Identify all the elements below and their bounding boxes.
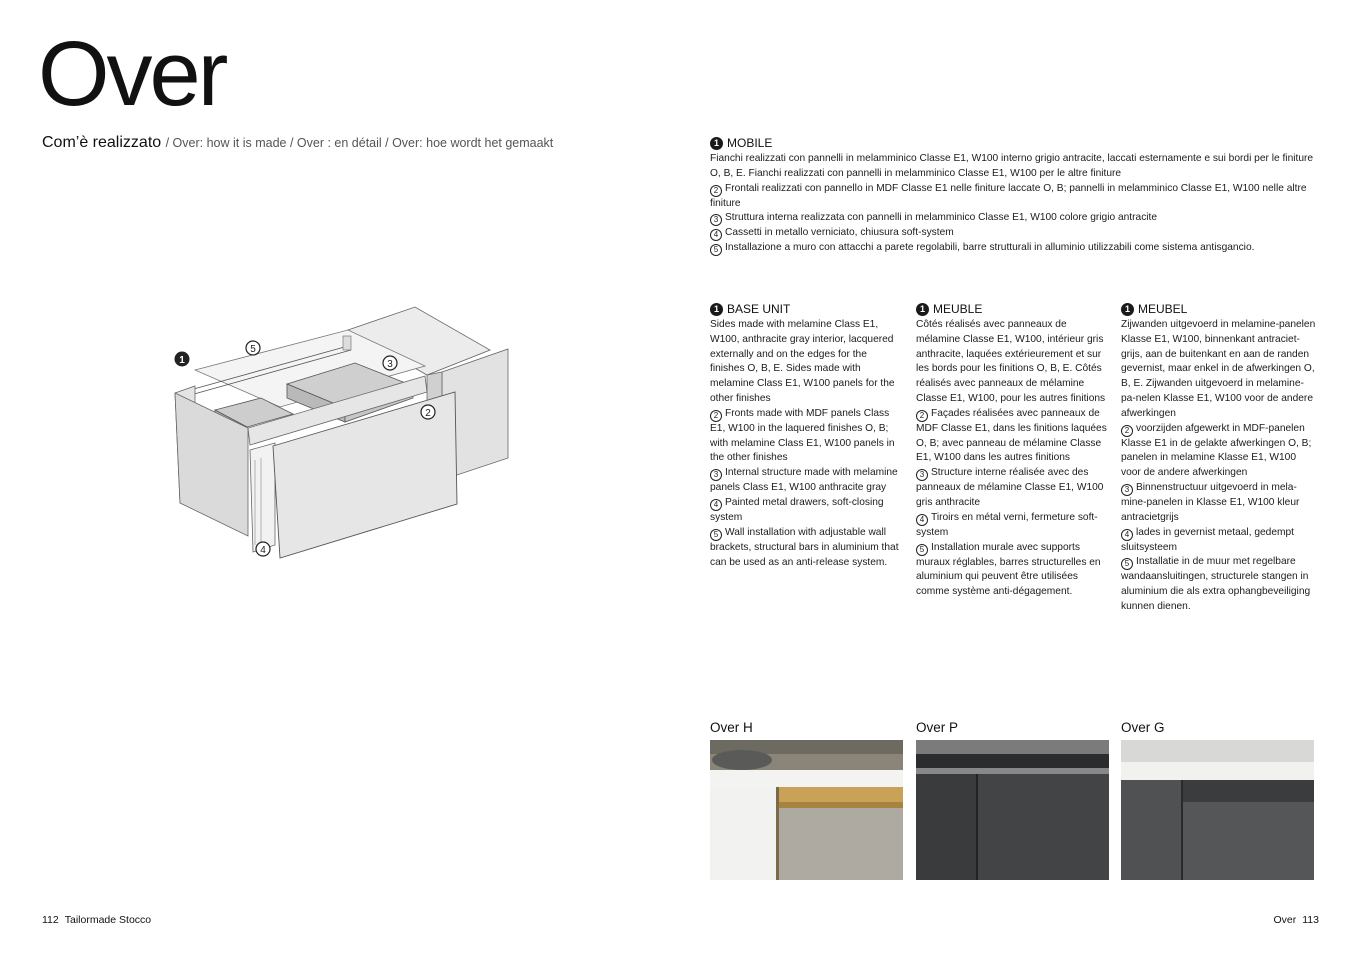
num-5-icon: 5 xyxy=(916,544,928,556)
page-number-right: 113 xyxy=(1302,914,1319,926)
spec-line-1: Zijwanden uitgevoerd in melamine-panelen Klasse E1, W100, binnenkant antraciet-grijs, aan de buitenkant en aan de randen gevernist, maar enkel in de afwerkingen O, B, E. Zijwanden uitgevoerd in melamine-pa-nelen Klasse E1, W100 voor de andere afwerkingen xyxy=(1121,319,1316,419)
callout-4-label: 4 xyxy=(260,545,266,556)
catalog-name: Tailormade Stocco xyxy=(64,914,152,926)
spec-line-3: 3 Structure interne réalisée avec des panneaux de mélamine Classe E1, W100 gris anthracite xyxy=(916,467,1104,508)
number-badge: 1 xyxy=(710,137,723,150)
spec-line-5: 5 Installatie in de muur met regelbare wandaansluitingen, structurele stangen in aluminium die als extra ophangbeveiliging kunnen dienen. xyxy=(1121,556,1311,612)
spec-line-2: 2 voorzijden afgewerkt in MDF-panelen Klasse E1 in de gelakte afwerkingen O, B; panelen in melamine Klasse E1, W100 voor de andere afwerkingen xyxy=(1121,422,1312,479)
number-badge: 1 xyxy=(1121,303,1134,316)
over-p-photo xyxy=(916,740,1109,880)
num-5-icon: 5 xyxy=(710,244,722,256)
callout-3 xyxy=(383,356,397,370)
num-4-icon: 4 xyxy=(916,514,928,526)
heading-text: MEUBLE xyxy=(933,302,983,316)
drawer-runner xyxy=(250,443,275,552)
heading-text: BASE UNIT xyxy=(727,302,791,316)
over-h-photo xyxy=(710,740,903,880)
spec-line-5: 5 Installation murale avec supports muraux réglables, barres structurelles en aluminium qui peuvent être utilisées comme système anti-dégagement. xyxy=(916,541,1101,598)
footer-right xyxy=(1273,914,1319,926)
callout-5 xyxy=(246,341,260,355)
spec-line-2: 2 Fronts made with MDF panels Class E1, W100 in the laquered finishes O, B; with melamine Class E1, W100 panels in the other finishes xyxy=(710,407,895,464)
num-3-icon: 3 xyxy=(710,469,722,481)
spec-line-4: 4 Cassetti in metallo verniciato, chiusura soft-system xyxy=(710,226,1315,241)
spec-line-2: 2 Façades réalisées avec panneaux de MDF Classe E1, dans les finitions laquées O, B; avec panneau de mélamine Classe E1, W100 dans les autres finitions xyxy=(916,407,1107,464)
variant-title: Over P xyxy=(916,720,959,735)
callout-5-label: 5 xyxy=(250,344,256,355)
num-3-icon: 3 xyxy=(1121,484,1133,496)
description-english xyxy=(710,302,902,570)
heading-text: MOBILE xyxy=(727,136,773,150)
section-heading xyxy=(1121,302,1317,317)
callout-4 xyxy=(256,542,270,556)
num-5-icon: 5 xyxy=(1121,558,1133,570)
num-3-icon: 3 xyxy=(916,469,928,481)
num-2-icon: 2 xyxy=(916,410,928,422)
page-subtitle xyxy=(42,134,553,152)
spec-line-4: 4 Painted metal drawers, soft-closing system xyxy=(710,496,884,523)
variant-title: Over H xyxy=(710,720,753,735)
num-4-icon: 4 xyxy=(710,229,722,241)
subtitle-main: Com’è realizzato xyxy=(42,134,162,151)
cabinet-exploded-drawing xyxy=(165,300,525,570)
variant-over-h xyxy=(710,720,903,885)
spec-line-3: 3 Internal structure made with melamine panels Class E1, W100 anthracite gray xyxy=(710,467,898,494)
num-2-icon: 2 xyxy=(710,185,722,197)
num-2-icon: 2 xyxy=(1121,425,1133,437)
callout-3-label: 3 xyxy=(387,359,393,370)
callout-1 xyxy=(175,352,190,367)
description-french xyxy=(916,302,1110,600)
spec-line-5: 5 Installazione a muro con attacchi a parete regolabili, barre strutturali in alluminio utilizzabili come sistema antisgancio. xyxy=(710,241,1315,256)
spec-line-3: 3 Struttura interna realizzata con pannelli in melamminico Classe E1, W100 colore grigio antracite xyxy=(710,211,1315,226)
number-badge: 1 xyxy=(710,303,723,316)
footer-left xyxy=(42,914,157,926)
over-g-photo xyxy=(1121,740,1314,880)
callout-1-label: 1 xyxy=(179,355,185,366)
spec-line-4: 4 Tiroirs en métal verni, fermeture soft-system xyxy=(916,511,1098,538)
spec-line-2: 2 Frontali realizzati con pannello in MDF Classe E1 nelle finiture laccate O, B; pannelli in melamminico Classe E1, W100 nelle altre finiture xyxy=(710,182,1307,209)
callout-2 xyxy=(421,405,435,419)
section-heading xyxy=(710,136,1315,151)
page-title: Over xyxy=(38,23,226,125)
variant-title: Over G xyxy=(1121,720,1165,735)
heading-text: MEUBEL xyxy=(1138,302,1188,316)
spec-line-1: Sides made with melamine Class E1, W100, anthracite gray interior, lacquered externally and on the edges for the finishes O, B, E. Sides made with melamine Class E1, W100 panels for the other finishes xyxy=(710,319,895,404)
section-heading xyxy=(916,302,1110,317)
variant-over-g xyxy=(1121,720,1314,885)
subtitle-translations: / Over: how it is made / Over : en détail / Over: hoe wordt het gemaakt xyxy=(165,136,554,150)
section-name: Over xyxy=(1273,914,1297,926)
num-4-icon: 4 xyxy=(710,499,722,511)
description-italian xyxy=(710,136,1315,256)
description-dutch xyxy=(1121,302,1317,615)
num-5-icon: 5 xyxy=(710,529,722,541)
spec-line-1: Côtés réalisés avec panneaux de mélamine Classe E1, W100, intérieur gris anthracite, laquées extérieurement et sur les bords pour les finitions O, B, E. Côtés réalisés avec panneaux de mélamine Classe E1, W100, pour les autres finitions xyxy=(916,319,1106,404)
page-number-left: 112 xyxy=(42,914,59,926)
spec-line-3: 3 Binnenstructuur uitgevoerd in mela-mine-panelen in Klasse E1, W100 kleur antracietgrijs xyxy=(1121,481,1300,523)
num-3-icon: 3 xyxy=(710,214,722,226)
spec-line-5: 5 Wall installation with adjustable wall brackets, structural bars in aluminium that can be used as an anti-release system. xyxy=(710,526,899,568)
spec-line-1: Fianchi realizzati con pannelli in melamminico Classe E1, W100 interno grigio antracite, laccati esternamente e sui bordi per le finiture O, B, E. Fianchi realizzati con pannelli in melamminico Classe E1, W100 per le altre finiture xyxy=(710,153,1314,179)
num-2-icon: 2 xyxy=(710,410,722,422)
callout-2-label: 2 xyxy=(425,408,431,419)
number-badge: 1 xyxy=(916,303,929,316)
spec-line-4: 4 lades in gevernist metaal, gedempt sluitsysteem xyxy=(1121,526,1294,553)
section-heading xyxy=(710,302,902,317)
num-4-icon: 4 xyxy=(1121,529,1133,541)
variant-over-p xyxy=(916,720,1109,885)
